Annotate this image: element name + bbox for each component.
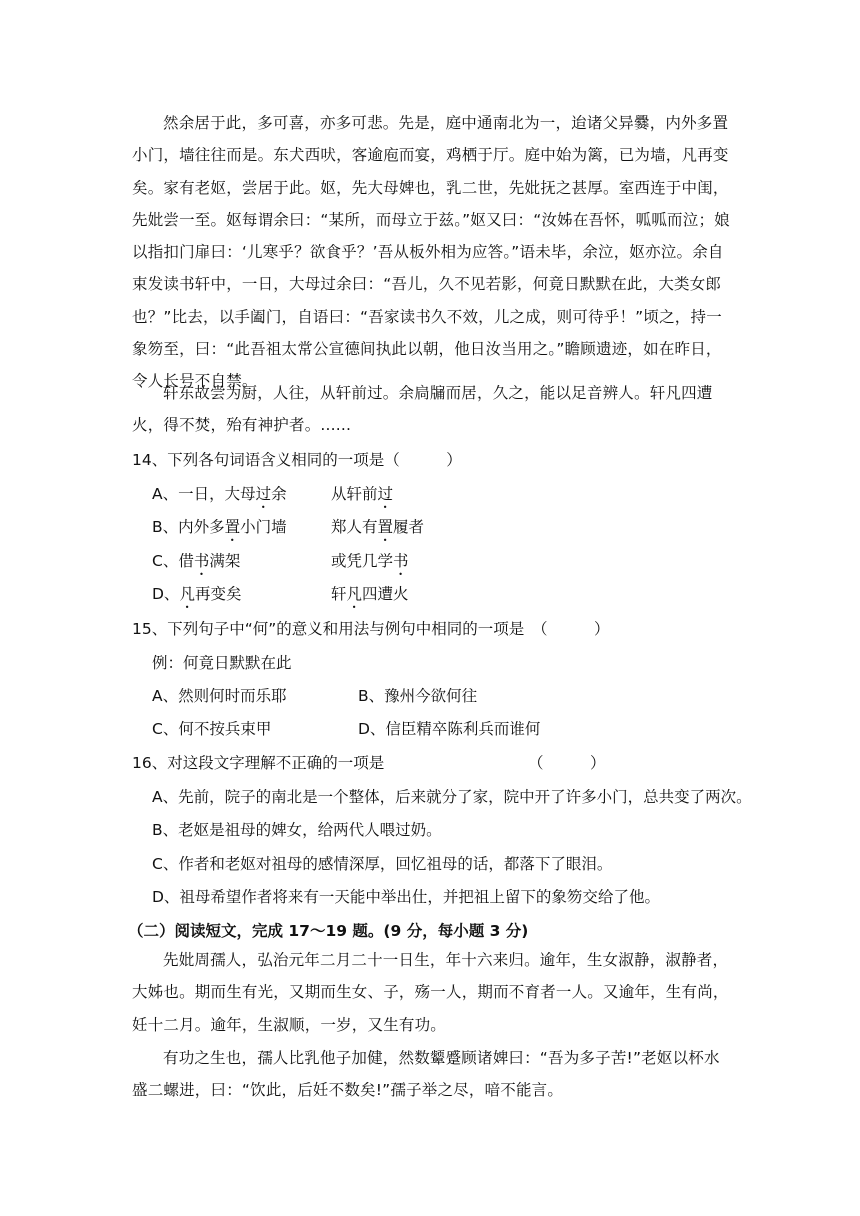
question-14-option-d: [152, 584, 241, 612]
question-16-stem: 16、对这段文字理解不正确的一项是: [132, 754, 385, 772]
question-14-option-c: [152, 551, 240, 579]
question-15-option-b: B、豫州今欲何往: [358, 687, 478, 705]
emphasized-word: 过: [255, 485, 272, 503]
option-text: 从轩前: [331, 485, 378, 503]
question-16-answer-paren: （ ）: [528, 754, 606, 772]
emphasized-word: 过: [377, 485, 394, 503]
option-text: 余: [271, 485, 287, 503]
option-text: 履者: [393, 518, 425, 536]
option-text: 再变矣: [194, 585, 242, 603]
emphasized-word: 凡: [179, 585, 195, 603]
option-text: 小门墙: [240, 518, 287, 536]
question-14-option-b-comparison: [331, 517, 424, 545]
question-15-option-a: A、然则何时而乐耶: [152, 687, 287, 705]
question-14-option-a: [152, 484, 287, 512]
question-16-option-a: A、先前，院子的南北是一个整体，后来就分了家，院中开了许多小门，总共变了两次。: [152, 788, 752, 806]
emphasized-word: 书: [393, 552, 409, 570]
question-15-example: 例：何竟日默默在此: [152, 654, 292, 672]
section-2-paragraph-1: 先妣周孺人，弘治元年二月二十一日生，年十六来归。逾年，生女淑静，淑静者，大姊也。期而生有光，又期而生女、子，殇一人，期而不育者一人。又逾年，生有尚，妊十二月。逾年，生淑顺，一岁，又生有功。: [132, 951, 729, 1034]
option-text: 内外多: [178, 518, 225, 536]
emphasized-word: 书: [193, 552, 210, 570]
question-16-option-c: C、作者和老妪对祖母的感情深厚，回忆祖母的话，都落下了眼泪。: [152, 855, 613, 873]
question-16-option-d: D、祖母希望作者将来有一天能中举出仕，并把祖上留下的象笏交给了他。: [152, 888, 660, 906]
emphasized-word: 凡: [346, 585, 363, 603]
option-text: 满架: [209, 552, 241, 570]
question-14-option-c-comparison: [331, 551, 409, 579]
question-14-option-b: [152, 517, 287, 545]
question-16-option-b: B、老妪是祖母的婢女，给两代人喂过奶。: [152, 821, 442, 839]
question-14-option-a-comparison: [331, 484, 393, 512]
passage-paragraph-1: 然余居于此，多可喜，亦多可悲。先是，庭中通南北为一，迨诸父异爨，内外多置小门，墙往往而是。东犬西吠，客逾庖而宴，鸡栖于厅。庭中始为篱，已为墙，凡再变矣。家有老妪，尝居于此。妪，先大母婢也，乳二世，先妣抚之甚厚。室西连于中闺，先妣尝一至。妪每谓余曰：“某所，而母立于兹。”妪又曰：“汝姊在吾怀，呱呱而泣；娘以指扣门扉曰：‘儿寒乎？欲食乎？’吾从板外相为应答。”语未毕，余泣，妪亦泣。余自束发读书轩中，一日，大母过余曰：“吾儿，久不见若影，何竟日默默在此，大类女郎也？”比去，以手阖门，自语曰：“吾家读书久不效，儿之成，则可待乎！”顷之，持一象笏至，曰：“此吾祖太常公宣德间执此以朝，他日汝当用之。”瞻顾遗迹，如在昨日，令人长号不自禁。: [132, 114, 730, 391]
option-text: 四遭火: [362, 585, 409, 603]
option-text: 借: [178, 552, 194, 570]
option-text: 轩: [331, 585, 347, 603]
option-label: D、: [152, 585, 180, 603]
option-label: C、: [152, 552, 179, 570]
question-14-stem: 14、下列各句词语含义相同的一项是（ ）: [132, 451, 462, 469]
option-text: 或凭几学: [331, 552, 394, 570]
option-text: 郑人有: [331, 518, 378, 536]
option-label: A、: [152, 485, 179, 503]
emphasized-word: 置: [224, 518, 241, 536]
section-2-heading: （二）阅读短文，完成 17～19 题。(9 分，每小题 3 分): [128, 922, 529, 940]
passage-paragraph-2: 轩东故尝为厨，人往，从轩前过。余扃牖而居，久之，能以足音辨人。轩凡四遭火，得不焚，殆有神护者。......: [132, 384, 713, 435]
option-text: 一日，大母: [178, 485, 256, 503]
question-15-option-d: D、信臣精卒陈利兵而谁何: [358, 720, 541, 738]
section-2-paragraph-2: 有功之生也，孺人比乳他子加健，然数颦蹙顾诸婢曰：“吾为多子苦!”老妪以杯水盛二螺进，曰：“饮此，后妊不数矣!”孺子举之尽，喑不能言。: [132, 1049, 720, 1100]
option-label: B、: [152, 518, 179, 536]
question-15-stem: 15、下列句子中“何”的意义和用法与例句中相同的一项是 （ ）: [132, 620, 610, 638]
question-14-option-d-comparison: [331, 584, 409, 612]
emphasized-word: 置: [377, 518, 394, 536]
question-15-option-c: C、何不按兵束甲: [152, 720, 272, 738]
